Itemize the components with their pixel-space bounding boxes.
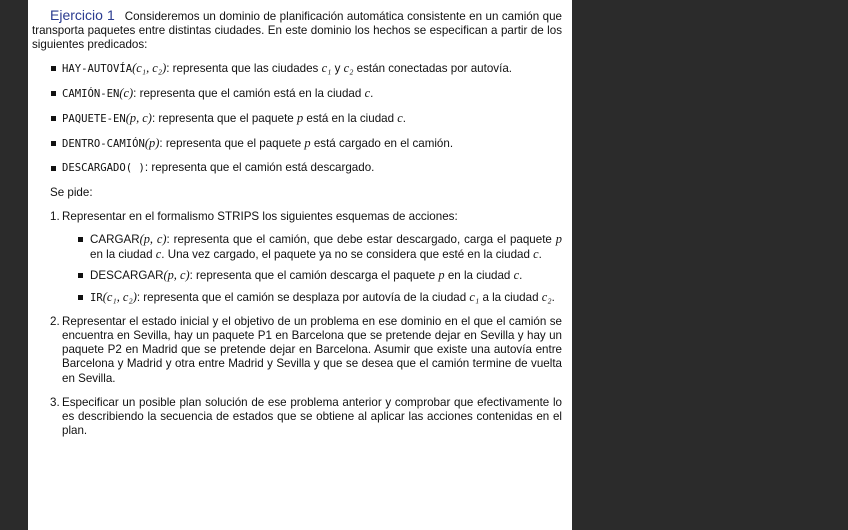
se-pide-label: Se pide: bbox=[50, 185, 93, 199]
predicate-args: (p) bbox=[144, 136, 160, 151]
action-var: c bbox=[513, 268, 520, 283]
action-desc: a la ciudad bbox=[479, 290, 542, 304]
predicate-item bbox=[32, 61, 562, 76]
action-list bbox=[62, 232, 562, 305]
predicate-desc: está cargado en el camión. bbox=[310, 137, 454, 151]
task-number: 2. bbox=[50, 314, 60, 328]
predicate-name: DENTRO-CAMIÓN bbox=[62, 138, 145, 151]
predicate-desc: : representa que el paquete bbox=[159, 137, 305, 151]
exercise-title: Ejercicio 1 bbox=[50, 7, 115, 23]
action-name: DESCARGAR bbox=[90, 269, 164, 283]
predicate-desc: : representa que el paquete bbox=[151, 112, 297, 126]
action-item bbox=[62, 268, 562, 283]
action-desc: . bbox=[538, 248, 542, 262]
predicate-desc: : representa que el camión está en la ciudad bbox=[133, 86, 365, 100]
predicate-desc: . bbox=[370, 86, 374, 100]
action-var: c₁ bbox=[469, 289, 480, 304]
task-number: 1. bbox=[50, 209, 60, 223]
predicate-var: c bbox=[397, 111, 403, 126]
predicate-desc: : representa que las ciudades bbox=[166, 61, 322, 75]
intro-text: Consideremos un dominio de planificación automática consistente en un camión que transporta paquetes entre distintas ciudades. En este dominio los hechos se especifican a partir de los siguientes predicados: bbox=[32, 10, 562, 52]
predicate-desc: están conectadas por autovía. bbox=[353, 61, 512, 75]
predicate-name: DESCARGADO bbox=[62, 162, 126, 175]
task-text: Representar en el formalismo STRIPS los siguientes esquemas de acciones: bbox=[62, 209, 458, 223]
action-desc: : representa que el camión se desplaza por autovía de la ciudad bbox=[136, 290, 470, 304]
action-var: c bbox=[155, 247, 162, 262]
predicate-desc: está en la ciudad bbox=[303, 112, 398, 126]
predicate-list bbox=[32, 61, 562, 176]
predicate-name: HAY-AUTOVÍA bbox=[62, 62, 133, 75]
task-item bbox=[32, 396, 562, 439]
action-item bbox=[62, 232, 562, 262]
action-var: p bbox=[438, 268, 445, 283]
action-var: c bbox=[533, 247, 539, 262]
action-desc: . bbox=[519, 269, 523, 283]
predicate-args: ( ) bbox=[125, 162, 145, 175]
action-desc: : representa que el camión descarga el paquete bbox=[189, 269, 439, 283]
action-item bbox=[62, 290, 562, 305]
task-item bbox=[32, 315, 562, 386]
predicate-item bbox=[32, 111, 562, 126]
task-text: Especificar un posible plan solución de ese problema anterior y comprobar que efectivamente lo es describiendo la secuencia de estados que se obtiene al aplicar las acciones contenidas en el plan. bbox=[62, 395, 562, 438]
action-args: (p, c) bbox=[163, 268, 190, 283]
document-page bbox=[28, 0, 572, 530]
task-number: 3. bbox=[50, 395, 60, 409]
predicate-name: PAQUETE-EN bbox=[62, 113, 126, 126]
predicate-desc: y bbox=[331, 61, 344, 75]
action-var: c₂ bbox=[541, 289, 552, 304]
predicate-var: p bbox=[304, 136, 311, 151]
predicate-var: p bbox=[296, 111, 304, 126]
action-var: p bbox=[555, 232, 562, 247]
predicate-item bbox=[32, 86, 562, 101]
predicate-var: c₂ bbox=[343, 60, 354, 75]
predicate-args: (p, c) bbox=[125, 111, 152, 126]
predicate-var: c₁ bbox=[321, 60, 332, 75]
action-desc: . Una vez cargado, el paquete ya no se considera que esté en la ciudad bbox=[161, 248, 534, 262]
action-desc: en la ciudad bbox=[90, 248, 156, 262]
predicate-desc: : representa que el camión está descargado. bbox=[144, 161, 375, 175]
predicate-name: CAMIÓN-EN bbox=[62, 87, 120, 100]
action-name: CARGAR bbox=[90, 233, 140, 247]
predicate-args: (c₁, c₂) bbox=[132, 60, 167, 75]
action-desc: en la ciudad bbox=[444, 269, 514, 283]
action-desc: : representa que el camión, que debe estar descargado, carga el paquete bbox=[166, 233, 556, 247]
predicate-item bbox=[32, 161, 562, 175]
action-args: (p, c) bbox=[139, 232, 167, 247]
task-list bbox=[32, 210, 562, 439]
action-name: IR bbox=[90, 291, 103, 304]
action-desc: . bbox=[551, 290, 555, 304]
predicate-desc: . bbox=[402, 112, 407, 126]
predicate-var: c bbox=[364, 85, 371, 100]
task-item bbox=[32, 210, 562, 305]
predicate-args: (c) bbox=[119, 85, 134, 100]
task-text: Representar el estado inicial y el objetivo de un problema en ese dominio en el que el camión se encuentra en Sevilla, hay un paquete P1 en Barcelona que se pretende dejar en Sevilla y hay un paquete P2 en Madrid que se pretende dejar en Barcelona. Asumir que existe una autovía entre Barcelona y Madrid y otra entre Madrid y Sevilla y que se desea que el camión termine de vuelta en Sevilla. bbox=[62, 314, 562, 385]
predicate-item bbox=[32, 136, 562, 151]
action-args: (c₁, c₂) bbox=[102, 289, 137, 304]
exercise-intro bbox=[32, 8, 562, 53]
exercise-content bbox=[32, 8, 562, 448]
